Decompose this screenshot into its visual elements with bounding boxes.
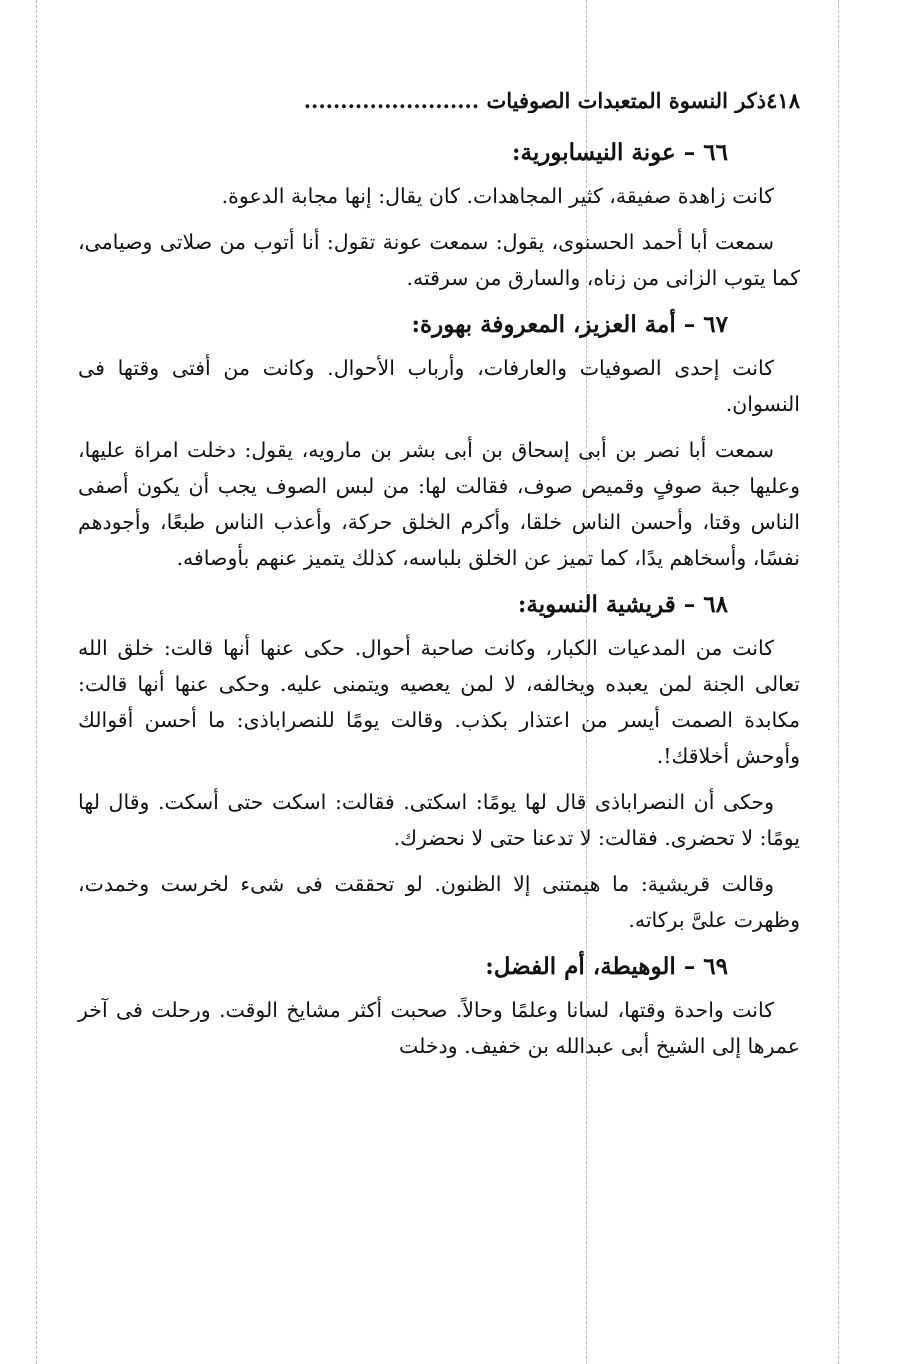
section-heading: ٦٧ – أمة العزيز، المعروفة بهورة: (411, 311, 728, 338)
section-66 (78, 134, 800, 296)
scan-guide-line-right (838, 0, 839, 1364)
paragraph: وقالت قريشية: ما هيمتنى إلا الظنون. لو تحققت فى شىء لخرست وخمدت، وظهرت علىَّ بركاته. (78, 872, 800, 932)
paragraph: كانت واحدة وقتها، لسانا وعلمًا وحالاً. صحبت أكثر مشايخ الوقت. ورحلت فى آخر عمرها إلى الشيخ أبى عبدالله بن خفيف. ودخلت (78, 998, 800, 1058)
page-number: ٤١٨ (766, 88, 800, 113)
page-header (78, 88, 800, 132)
section-69 (78, 948, 800, 1064)
section-heading: ٦٩ – الوهيطة، أم الفضل: (485, 953, 728, 980)
section-heading: ٦٨ – قريشية النسوية: (517, 591, 728, 618)
section-heading: ٦٦ – عونة النيسابورية: (512, 139, 728, 166)
paragraph: سمعت أبا أحمد الحسنوى، يقول: سمعت عونة تقول: أنا أتوب من صلاتى وصيامى، كما يتوب الزانى من زناه، والسارق من سرقته. (78, 230, 800, 290)
paragraph: كانت زاهدة صفيقة، كثير المجاهدات. كان يقال: إنها مجابة الدعوة. (221, 184, 774, 208)
paragraph: وحكى أن النصراباذى قال لها يومًا: اسكتى. فقالت: اسكت حتى أسكت. وقال لها يومًا: لا تحضرى. فقالت: لا تدعنا حتى لا نحضرك. (78, 790, 800, 850)
paragraph: سمعت أبا نصر بن أبى إسحاق بن أبى بشر بن مارويه، يقول: دخلت امراة عليها، وعليها جبة صوفٍ وقميص صوف، فقالت لها: من لبس الصوف يجب أن يكون أصفى الناس وقتا، وأحسن الناس خلقا، وأكرم الخلق حركة، وأعذب الناس طبعًا، وأجودهم نفسًا، وأسخاهم يدًا، كما تميز عن الخلق بلباسه، كذلك يتميز عنهم بأوصافه. (78, 438, 800, 570)
section-67 (78, 306, 800, 576)
scan-guide-line-left (36, 0, 37, 1364)
paragraph: كانت إحدى الصوفيات والعارفات، وأرباب الأحوال. وكانت من أفتى وقتها فى النسوان. (78, 356, 800, 416)
running-title: ذكر النسوة المتعبدات الصوفيات ........................ (303, 88, 767, 113)
section-68 (78, 586, 800, 938)
paragraph: كانت من المدعيات الكبار، وكانت صاحبة أحوال. حكى عنها أنها قالت: خلق الله تعالى الجنة لمن يعبده ويخالفه، لا لمن يعصيه ويتمنى عليه. وحكى عنها أنها قالت: مكابدة الصمت أيسر من اعتذار بكذب. وقالت يومًا للنصراباذى: ما أحسن أقوالك وأوحش أخلاقك!. (78, 636, 800, 768)
book-page (78, 88, 800, 1074)
